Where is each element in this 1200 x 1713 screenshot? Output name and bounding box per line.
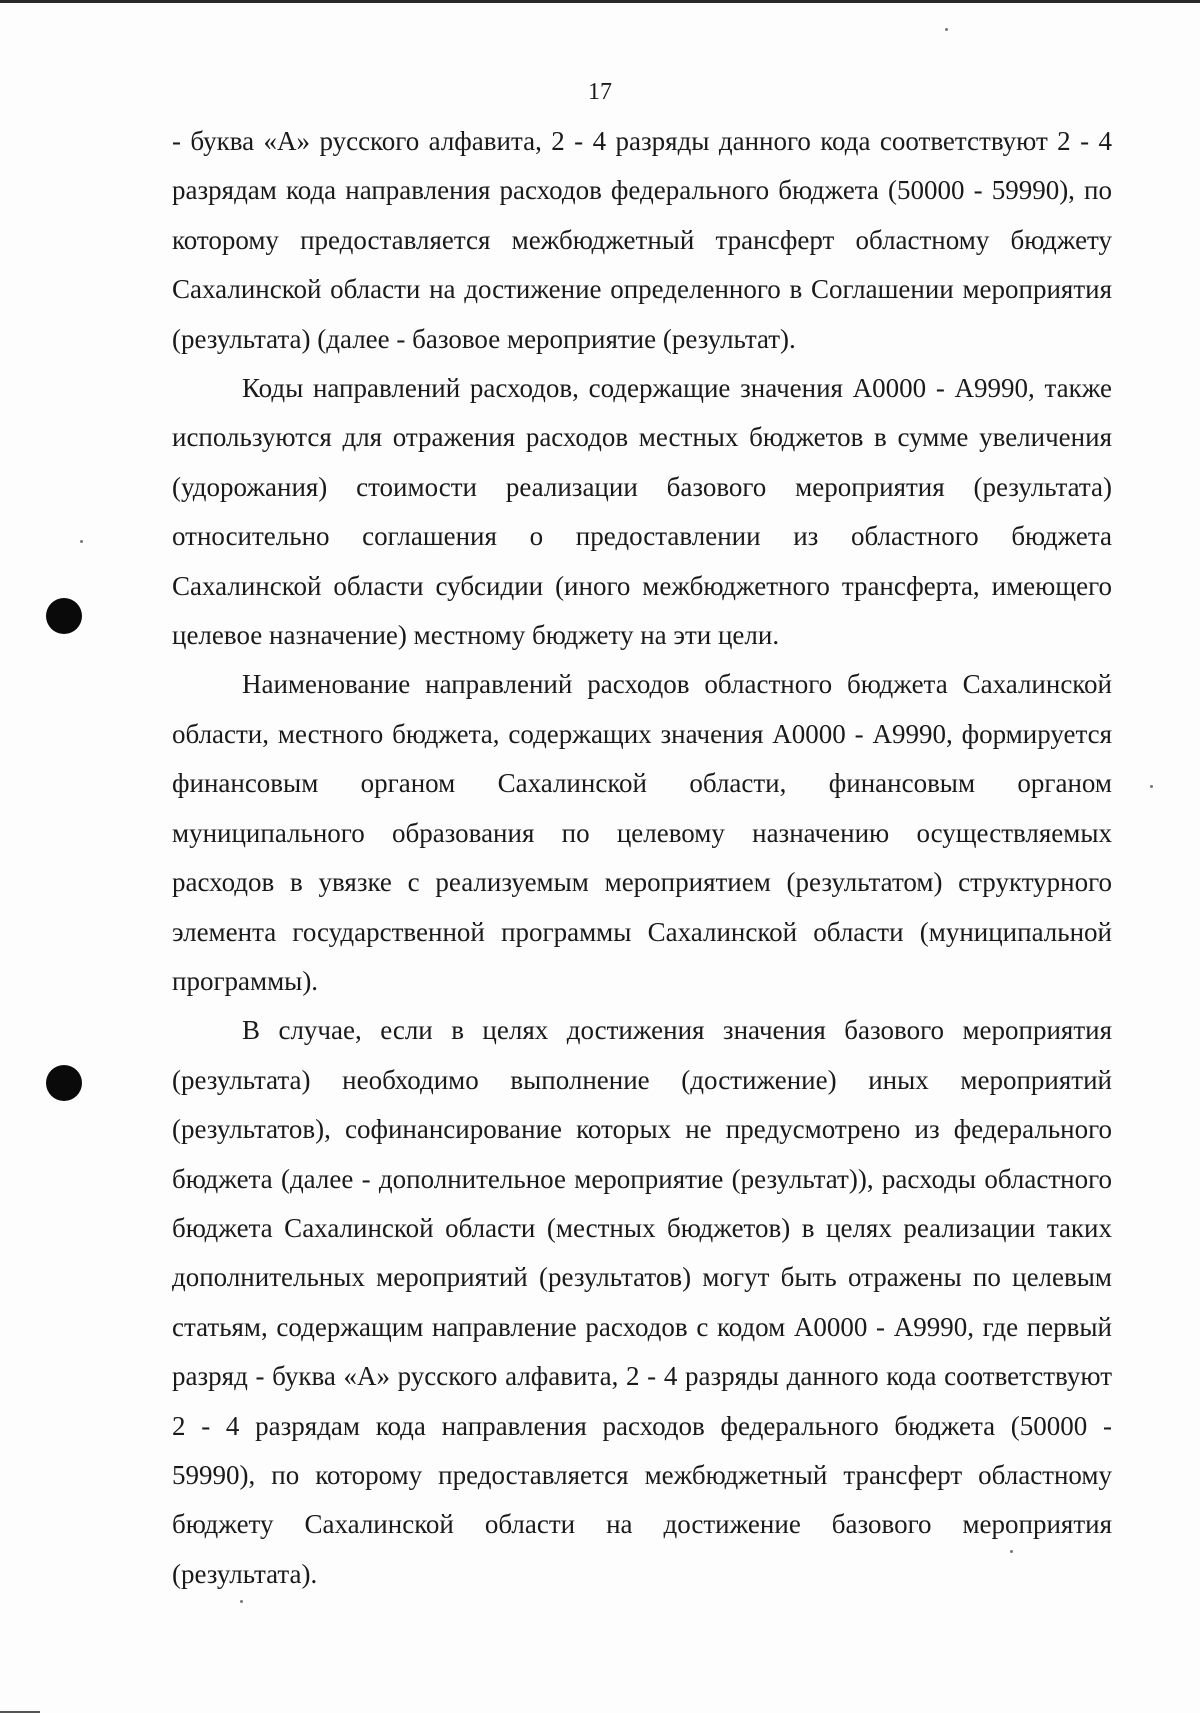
scan-speck xyxy=(80,540,83,543)
scan-speck xyxy=(1150,785,1153,788)
scan-speck xyxy=(1010,1550,1013,1553)
page-number: 17 xyxy=(588,79,612,105)
paragraph-4: В случае, если в целях достижения значения базового мероприятия (результата) необходимо выполнение (достижение) иных мероприятий (результатов), софинансирование которых не предусмотрено из федерального бюджета (далее - дополнительное мероприятие (результат)), расходы областного бюджета Сахалинской области (местных бюджетов) в целях реализации таких дополнительных мероприятий (результатов) могут быть отражены по целевым статьям, содержащим направление расходов с кодом А0000 - А9990, где первый разряд - буква «А» русского алфавита, 2 - 4 разряды данного кода соответствуют 2 - 4 разрядам кода направления расходов федерального бюджета (50000 - 59990), по которому предоставляется межбюджетный трансферт областному бюджету Сахалинской области на достижение базового мероприятия (результата). xyxy=(172,1015,1112,1589)
scan-top-edge xyxy=(0,0,1200,3)
paragraph-2: Коды направлений расходов, содержащие значения А0000 - А9990, также используются для отражения расходов местных бюджетов в сумме увеличения (удорожания) стоимости реализации базового мероприятия (результата) относительно соглашения о предоставлении из областного бюджета Сахалинской области субсидии (иного межбюджетного трансферта, имеющего целевое назначение) местному бюджету на эти цели. xyxy=(172,373,1112,651)
body-text xyxy=(172,117,1112,1599)
scan-speck xyxy=(240,1600,243,1603)
scan-speck xyxy=(945,28,948,31)
binder-hole-bottom xyxy=(46,1065,82,1101)
binder-hole-top xyxy=(46,598,82,634)
paragraph-3: Наименование направлений расходов областного бюджета Сахалинской области, местного бюджета, содержащих значения А0000 - А9990, формируется финансовым органом Сахалинской области, финансовым органом муниципального образования по целевому назначению осуществляемых расходов в увязке с реализуемым мероприятием (результатом) структурного элемента государственной программы Сахалинской области (муниципальной программы). xyxy=(172,669,1112,996)
paragraph-1: - буква «А» русского алфавита, 2 - 4 разряды данного кода соответствуют 2 - 4 разрядам кода направления расходов федерального бюджета (50000 - 59990), по которому предоставляется межбюджетный трансферт областному бюджету Сахалинской области на достижение определенного в Соглашении мероприятия (результата) (далее - базовое мероприятие (результат). xyxy=(172,126,1112,354)
